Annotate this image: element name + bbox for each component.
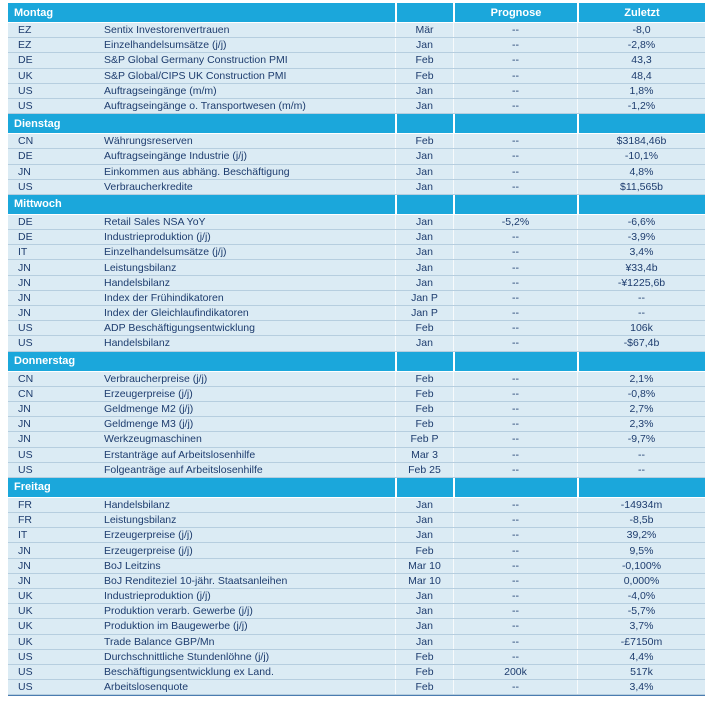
event-name: Durchschnittliche Stundenlöhne (j/j): [104, 650, 270, 663]
column-header-zuletzt: [577, 114, 705, 133]
forecast-value: --: [453, 498, 577, 512]
section-header-row: [8, 114, 705, 134]
last-value: -4,0%: [577, 589, 705, 603]
table-row: [8, 38, 705, 53]
forecast-value: --: [453, 99, 577, 113]
last-value: --: [577, 448, 705, 462]
last-value: 3,4%: [577, 680, 705, 694]
forecast-value: -5,2%: [453, 215, 577, 229]
last-value: 43,3: [577, 53, 705, 67]
country-code: DE: [18, 150, 33, 163]
event-name: Werkzeugmaschinen: [104, 433, 202, 446]
period-value: Jan: [395, 513, 453, 527]
forecast-value: --: [453, 650, 577, 664]
event-name: Erstanträge auf Arbeitslosenhilfe: [104, 448, 256, 461]
country-code: IT: [18, 246, 28, 259]
country-code: JN: [18, 165, 31, 178]
table-row: [8, 165, 705, 180]
period-column-header: [395, 478, 453, 497]
day-label: Dienstag: [14, 117, 61, 130]
table-row: [8, 680, 705, 695]
table-row: [8, 619, 705, 634]
forecast-value: --: [453, 53, 577, 67]
event-name: Sentix Investorenvertrauen: [104, 24, 230, 37]
forecast-value: 200k: [453, 665, 577, 679]
country-code: US: [18, 463, 33, 476]
country-code: DE: [18, 215, 33, 228]
period-value: Jan: [395, 528, 453, 542]
period-value: Jan: [395, 180, 453, 194]
table-row: [8, 69, 705, 84]
table-row: [8, 448, 705, 463]
country-code: EZ: [18, 24, 32, 37]
last-value: -6,6%: [577, 215, 705, 229]
table-row: [8, 528, 705, 543]
table-row: [8, 180, 705, 195]
country-code: JN: [18, 276, 31, 289]
forecast-value: --: [453, 543, 577, 557]
period-value: Feb: [395, 402, 453, 416]
event-name: Handelsbilanz: [104, 276, 170, 289]
last-value: 2,7%: [577, 402, 705, 416]
country-code: JN: [18, 291, 31, 304]
forecast-value: --: [453, 402, 577, 416]
period-value: Feb 25: [395, 463, 453, 477]
period-value: Jan: [395, 498, 453, 512]
country-code: US: [18, 666, 33, 679]
period-value: Jan: [395, 165, 453, 179]
period-value: Jan: [395, 604, 453, 618]
period-value: Feb: [395, 372, 453, 386]
day-label: Donnerstag: [14, 355, 76, 368]
last-value: -2,8%: [577, 38, 705, 52]
period-value: Jan: [395, 635, 453, 649]
forecast-value: --: [453, 276, 577, 290]
event-name: Verbraucherpreise (j/j): [104, 372, 208, 385]
event-name: Industrieproduktion (j/j): [104, 590, 211, 603]
day-label: Montag: [14, 6, 54, 19]
table-row: [8, 372, 705, 387]
period-value: Jan: [395, 245, 453, 259]
last-value: -$67,4b: [577, 336, 705, 350]
event-name: ADP Beschäftigungsentwicklung: [104, 322, 255, 335]
event-name: Währungsreserven: [104, 135, 193, 148]
period-value: Jan: [395, 38, 453, 52]
last-value: ¥33,4b: [577, 260, 705, 274]
last-value: 3,7%: [577, 619, 705, 633]
forecast-value: --: [453, 574, 577, 588]
column-header-zuletzt: [577, 195, 705, 214]
event-name: Folgeanträge auf Arbeitslosenhilfe: [104, 463, 263, 476]
table-row: [8, 402, 705, 417]
country-code: JN: [18, 574, 31, 587]
period-value: Jan: [395, 619, 453, 633]
table-row: [8, 513, 705, 528]
event-name: Einkommen aus abhäng. Beschäftigung: [104, 165, 290, 178]
day-label: Freitag: [14, 481, 51, 494]
event-name: Industrieproduktion (j/j): [104, 231, 211, 244]
period-value: Feb: [395, 680, 453, 694]
country-code: CN: [18, 387, 34, 400]
last-value: -14934m: [577, 498, 705, 512]
period-value: Jan P: [395, 291, 453, 305]
last-value: -10,1%: [577, 149, 705, 163]
period-value: Feb: [395, 53, 453, 67]
country-code: UK: [18, 69, 33, 82]
table-row: [8, 417, 705, 432]
event-name: Index der Gleichlaufindikatoren: [104, 307, 249, 320]
period-value: Jan: [395, 260, 453, 274]
last-value: 1,8%: [577, 84, 705, 98]
last-value: $11,565b: [577, 180, 705, 194]
country-code: US: [18, 84, 33, 97]
column-header-prognose: Prognose: [453, 3, 577, 22]
last-value: 0,000%: [577, 574, 705, 588]
country-code: JN: [18, 307, 31, 320]
period-value: Feb P: [395, 432, 453, 446]
forecast-value: --: [453, 180, 577, 194]
last-value: --: [577, 463, 705, 477]
section-header-row: [8, 195, 705, 215]
country-code: US: [18, 322, 33, 335]
event-name: Produktion im Baugewerbe (j/j): [104, 620, 248, 633]
economic-calendar-table: [8, 3, 705, 696]
last-value: 517k: [577, 665, 705, 679]
last-value: 106k: [577, 321, 705, 335]
forecast-value: --: [453, 321, 577, 335]
country-code: JN: [18, 418, 31, 431]
period-value: Feb: [395, 387, 453, 401]
country-code: EZ: [18, 39, 32, 52]
table-row: [8, 543, 705, 558]
column-header-prognose: [453, 114, 577, 133]
country-code: US: [18, 180, 33, 193]
last-value: -0,100%: [577, 559, 705, 573]
period-value: Jan: [395, 149, 453, 163]
table-row: [8, 99, 705, 114]
last-value: 9,5%: [577, 543, 705, 557]
last-value: -8,0: [577, 23, 705, 37]
forecast-value: --: [453, 23, 577, 37]
last-value: 39,2%: [577, 528, 705, 542]
last-value: -1,2%: [577, 99, 705, 113]
period-column-header: [395, 3, 453, 22]
column-header-zuletzt: [577, 478, 705, 497]
event-name: Verbraucherkredite: [104, 180, 193, 193]
column-header-zuletzt: Zuletzt: [577, 3, 705, 22]
country-code: UK: [18, 620, 33, 633]
event-name: Beschäftigungsentwicklung ex Land.: [104, 666, 274, 679]
event-name: Leistungsbilanz: [104, 261, 177, 274]
event-name: Erzeugerpreise (j/j): [104, 387, 193, 400]
period-value: Jan: [395, 589, 453, 603]
event-name: S&P Global/CIPS UK Construction PMI: [104, 69, 287, 82]
table-row: [8, 245, 705, 260]
last-value: $3184,46b: [577, 134, 705, 148]
forecast-value: --: [453, 680, 577, 694]
forecast-value: --: [453, 38, 577, 52]
period-value: Feb: [395, 417, 453, 431]
event-name: Trade Balance GBP/Mn: [104, 635, 215, 648]
last-value: 4,8%: [577, 165, 705, 179]
event-name: BoJ Leitzins: [104, 559, 161, 572]
table-row: [8, 336, 705, 351]
last-value: 3,4%: [577, 245, 705, 259]
event-name: Geldmenge M3 (j/j): [104, 418, 194, 431]
last-value: -8,5b: [577, 513, 705, 527]
country-code: UK: [18, 605, 33, 618]
forecast-value: --: [453, 230, 577, 244]
forecast-value: --: [453, 165, 577, 179]
forecast-value: --: [453, 417, 577, 431]
table-row: [8, 260, 705, 275]
country-code: UK: [18, 590, 33, 603]
event-name: Erzeugerpreise (j/j): [104, 544, 193, 557]
column-header-zuletzt: [577, 352, 705, 371]
event-name: Produktion verarb. Gewerbe (j/j): [104, 605, 253, 618]
country-code: JN: [18, 559, 31, 572]
table-row: [8, 53, 705, 68]
table-row: [8, 604, 705, 619]
country-code: JN: [18, 261, 31, 274]
country-code: IT: [18, 529, 28, 542]
forecast-value: --: [453, 372, 577, 386]
table-row: [8, 306, 705, 321]
country-code: US: [18, 650, 33, 663]
last-value: --: [577, 291, 705, 305]
period-value: Mar 10: [395, 559, 453, 573]
section-header-row: [8, 3, 705, 23]
event-name: Einzelhandelsumsätze (j/j): [104, 39, 227, 52]
event-name: Auftragseingänge o. Transportwesen (m/m): [104, 100, 306, 113]
forecast-value: --: [453, 559, 577, 573]
event-name: Arbeitslosenquote: [104, 681, 189, 694]
country-code: CN: [18, 135, 34, 148]
period-value: Feb: [395, 134, 453, 148]
event-name: Handelsbilanz: [104, 337, 170, 350]
country-code: DE: [18, 231, 33, 244]
event-name: Erzeugerpreise (j/j): [104, 529, 193, 542]
table-row: [8, 215, 705, 230]
forecast-value: --: [453, 306, 577, 320]
country-code: US: [18, 337, 33, 350]
forecast-value: --: [453, 432, 577, 446]
table-row: [8, 498, 705, 513]
country-code: JN: [18, 403, 31, 416]
table-row: [8, 387, 705, 402]
forecast-value: --: [453, 69, 577, 83]
country-code: US: [18, 681, 33, 694]
table-row: [8, 650, 705, 665]
country-code: FR: [18, 498, 32, 511]
event-name: Auftragseingänge Industrie (j/j): [104, 150, 247, 163]
last-value: 2,1%: [577, 372, 705, 386]
country-code: US: [18, 448, 33, 461]
table-row: [8, 432, 705, 447]
last-value: -9,7%: [577, 432, 705, 446]
event-name: Index der Frühindikatoren: [104, 291, 224, 304]
column-header-prognose: [453, 478, 577, 497]
period-value: Feb: [395, 650, 453, 664]
period-value: Jan: [395, 215, 453, 229]
day-label: Mittwoch: [14, 198, 62, 211]
forecast-value: --: [453, 448, 577, 462]
period-value: Feb: [395, 665, 453, 679]
period-value: Jan P: [395, 306, 453, 320]
period-value: Mar 3: [395, 448, 453, 462]
forecast-value: --: [453, 387, 577, 401]
table-row: [8, 23, 705, 38]
column-header-prognose: [453, 352, 577, 371]
period-value: Feb: [395, 543, 453, 557]
last-value: 4,4%: [577, 650, 705, 664]
event-name: BoJ Renditeziel 10-jähr. Staatsanleihen: [104, 574, 288, 587]
country-code: DE: [18, 54, 33, 67]
forecast-value: --: [453, 513, 577, 527]
table-row: [8, 134, 705, 149]
table-row: [8, 574, 705, 589]
period-value: Jan: [395, 276, 453, 290]
table-row: [8, 321, 705, 336]
forecast-value: --: [453, 84, 577, 98]
table-row: [8, 589, 705, 604]
country-code: FR: [18, 514, 32, 527]
period-column-header: [395, 352, 453, 371]
section-header-row: [8, 352, 705, 372]
table-row: [8, 635, 705, 650]
last-value: -£7150m: [577, 635, 705, 649]
period-value: Mar 10: [395, 574, 453, 588]
forecast-value: --: [453, 619, 577, 633]
last-value: -¥1225,6b: [577, 276, 705, 290]
period-value: Feb: [395, 69, 453, 83]
column-header-prognose: [453, 195, 577, 214]
event-name: Geldmenge M2 (j/j): [104, 403, 194, 416]
forecast-value: --: [453, 463, 577, 477]
last-value: -0,8%: [577, 387, 705, 401]
period-value: Mär: [395, 23, 453, 37]
table-row: [8, 463, 705, 478]
period-column-header: [395, 195, 453, 214]
event-name: Retail Sales NSA YoY: [104, 215, 206, 228]
country-code: CN: [18, 372, 34, 385]
last-value: -5,7%: [577, 604, 705, 618]
forecast-value: --: [453, 260, 577, 274]
period-value: Jan: [395, 99, 453, 113]
forecast-value: --: [453, 336, 577, 350]
table-row: [8, 276, 705, 291]
country-code: JN: [18, 433, 31, 446]
table-row: [8, 559, 705, 574]
forecast-value: --: [453, 134, 577, 148]
forecast-value: --: [453, 291, 577, 305]
event-name: Auftragseingänge (m/m): [104, 84, 217, 97]
table-row: [8, 230, 705, 245]
forecast-value: --: [453, 589, 577, 603]
period-value: Feb: [395, 321, 453, 335]
event-name: Leistungsbilanz: [104, 514, 177, 527]
forecast-value: --: [453, 604, 577, 618]
forecast-value: --: [453, 149, 577, 163]
forecast-value: --: [453, 528, 577, 542]
table-row: [8, 291, 705, 306]
last-value: 2,3%: [577, 417, 705, 431]
table-row: [8, 665, 705, 680]
event-name: S&P Global Germany Construction PMI: [104, 54, 288, 67]
country-code: UK: [18, 635, 33, 648]
section-header-row: [8, 478, 705, 498]
table-row: [8, 84, 705, 99]
country-code: US: [18, 100, 33, 113]
forecast-value: --: [453, 635, 577, 649]
last-value: 48,4: [577, 69, 705, 83]
period-value: Jan: [395, 230, 453, 244]
last-value: -3,9%: [577, 230, 705, 244]
period-value: Jan: [395, 336, 453, 350]
last-value: --: [577, 306, 705, 320]
table-row: [8, 149, 705, 164]
period-column-header: [395, 114, 453, 133]
forecast-value: --: [453, 245, 577, 259]
period-value: Jan: [395, 84, 453, 98]
event-name: Einzelhandelsumsätze (j/j): [104, 246, 227, 259]
event-name: Handelsbilanz: [104, 498, 170, 511]
country-code: JN: [18, 544, 31, 557]
